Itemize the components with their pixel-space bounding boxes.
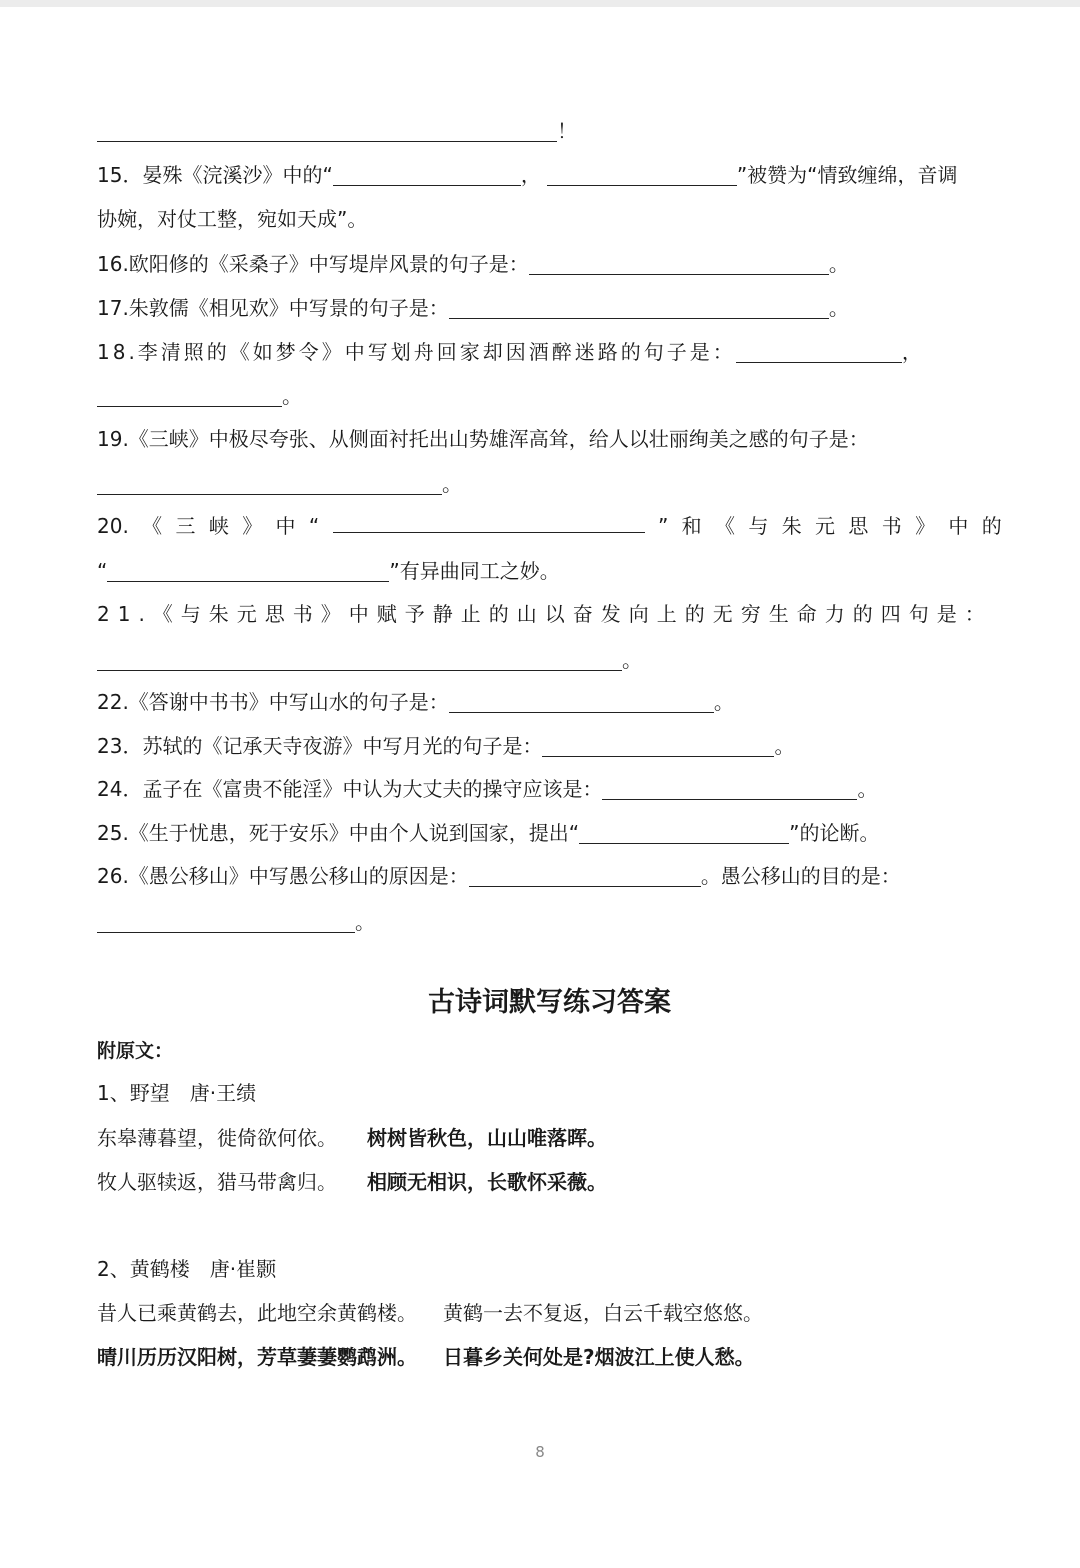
question-15: 15．晏殊《浣溪沙》中的“ ， ”被赞为“情致缠绵，音调	[97, 163, 958, 187]
answer-blank[interactable]	[449, 692, 714, 713]
poem2-heading: 2、黄鹤楼 唐·崔颢	[97, 1257, 277, 1281]
question-18-cont: 。	[97, 382, 302, 410]
question-16: 16.欧阳修的《采桑子》中写堤岸风景的句子是： 。	[97, 252, 849, 276]
question-24: 24．孟子在《富贵不能淫》中认为大丈夫的操守应该是： 。	[97, 777, 878, 801]
answer-blank[interactable]	[542, 736, 774, 757]
answer-blank[interactable]	[469, 866, 701, 887]
answer-blank[interactable]	[97, 121, 557, 142]
question-18: 18.李清照的《如梦令》中写划舟回家却因酒醉迷路的句子是： ，	[97, 340, 925, 364]
answer-blank[interactable]	[547, 165, 737, 186]
poem1-line1: 东皋薄暮望，徙倚欲何依。 树树皆秋色，山山唯落晖。	[97, 1126, 607, 1150]
question-26: 26.《愚公移山》中写愚公移山的原因是： 。愚公移山的目的是：	[97, 864, 901, 888]
question-17: 17.朱敦儒《相见欢》中写景的句子是： 。	[97, 296, 849, 320]
question-19: 19.《三峡》中极尽夸张、从侧面衬托出山势雄浑高耸，给人以壮丽绚美之感的句子是：	[97, 427, 869, 451]
question-22: 22.《答谢中书书》中写山水的句子是： 。	[97, 690, 734, 714]
q14-tail-line	[97, 117, 577, 145]
question-20: 20. 《 三 峡 》 中 “ ” 和 《 与 朱 元 思 书 》 中 的	[97, 514, 1002, 538]
answer-blank[interactable]	[97, 386, 282, 407]
top-edge-bar	[0, 0, 1080, 7]
appendix-label: 附原文：	[97, 1040, 174, 1062]
answer-blank[interactable]	[107, 561, 389, 582]
question-21: 21.《与朱元思书》中赋予静止的山以奋发向上的无穷生命力的四句是：	[97, 602, 993, 626]
poem1-line2: 牧人驱犊返，猎马带禽归。 相顾无相识，长歌怀采薇。	[97, 1170, 607, 1194]
answer-blank[interactable]	[529, 254, 829, 275]
answer-blank[interactable]	[333, 512, 645, 533]
question-26-cont: 。	[97, 908, 375, 936]
question-15-cont: 协婉，对仗工整，宛如天成”。	[97, 207, 368, 231]
answer-blank[interactable]	[602, 779, 857, 800]
answer-blank[interactable]	[579, 823, 789, 844]
answer-blank[interactable]	[97, 650, 622, 671]
question-19-cont: 。	[97, 470, 462, 498]
poem1-heading: 1、野望 唐·王绩	[97, 1081, 257, 1105]
answer-blank[interactable]	[97, 912, 355, 933]
answer-blank[interactable]	[97, 474, 442, 495]
question-23: 23．苏轼的《记承天寺夜游》中写月光的句子是： 。	[97, 734, 795, 758]
question-20-cont: “ ”有异曲同工之妙。	[97, 559, 560, 583]
answer-blank[interactable]	[449, 298, 829, 319]
poem2-line1: 昔人已乘黄鹤去，此地空余黄鹤楼。 黄鹤一去不复返，白云千载空悠悠。	[97, 1301, 763, 1325]
page-number: 8	[535, 1443, 545, 1461]
answers-title: 古诗词默写练习答案	[428, 987, 671, 1018]
question-25: 25.《生于忧患，死于安乐》中由个人说到国家，提出“ ”的论断。	[97, 821, 880, 845]
question-21-cont: 。	[97, 646, 642, 674]
answer-blank[interactable]	[736, 342, 902, 363]
poem2-line2: 晴川历历汉阳树，芳草萋萋鹦鹉洲。 日暮乡关何处是?烟波江上使人愁。	[97, 1345, 755, 1369]
answer-blank[interactable]	[333, 165, 521, 186]
q14-tail: ！	[557, 119, 577, 143]
